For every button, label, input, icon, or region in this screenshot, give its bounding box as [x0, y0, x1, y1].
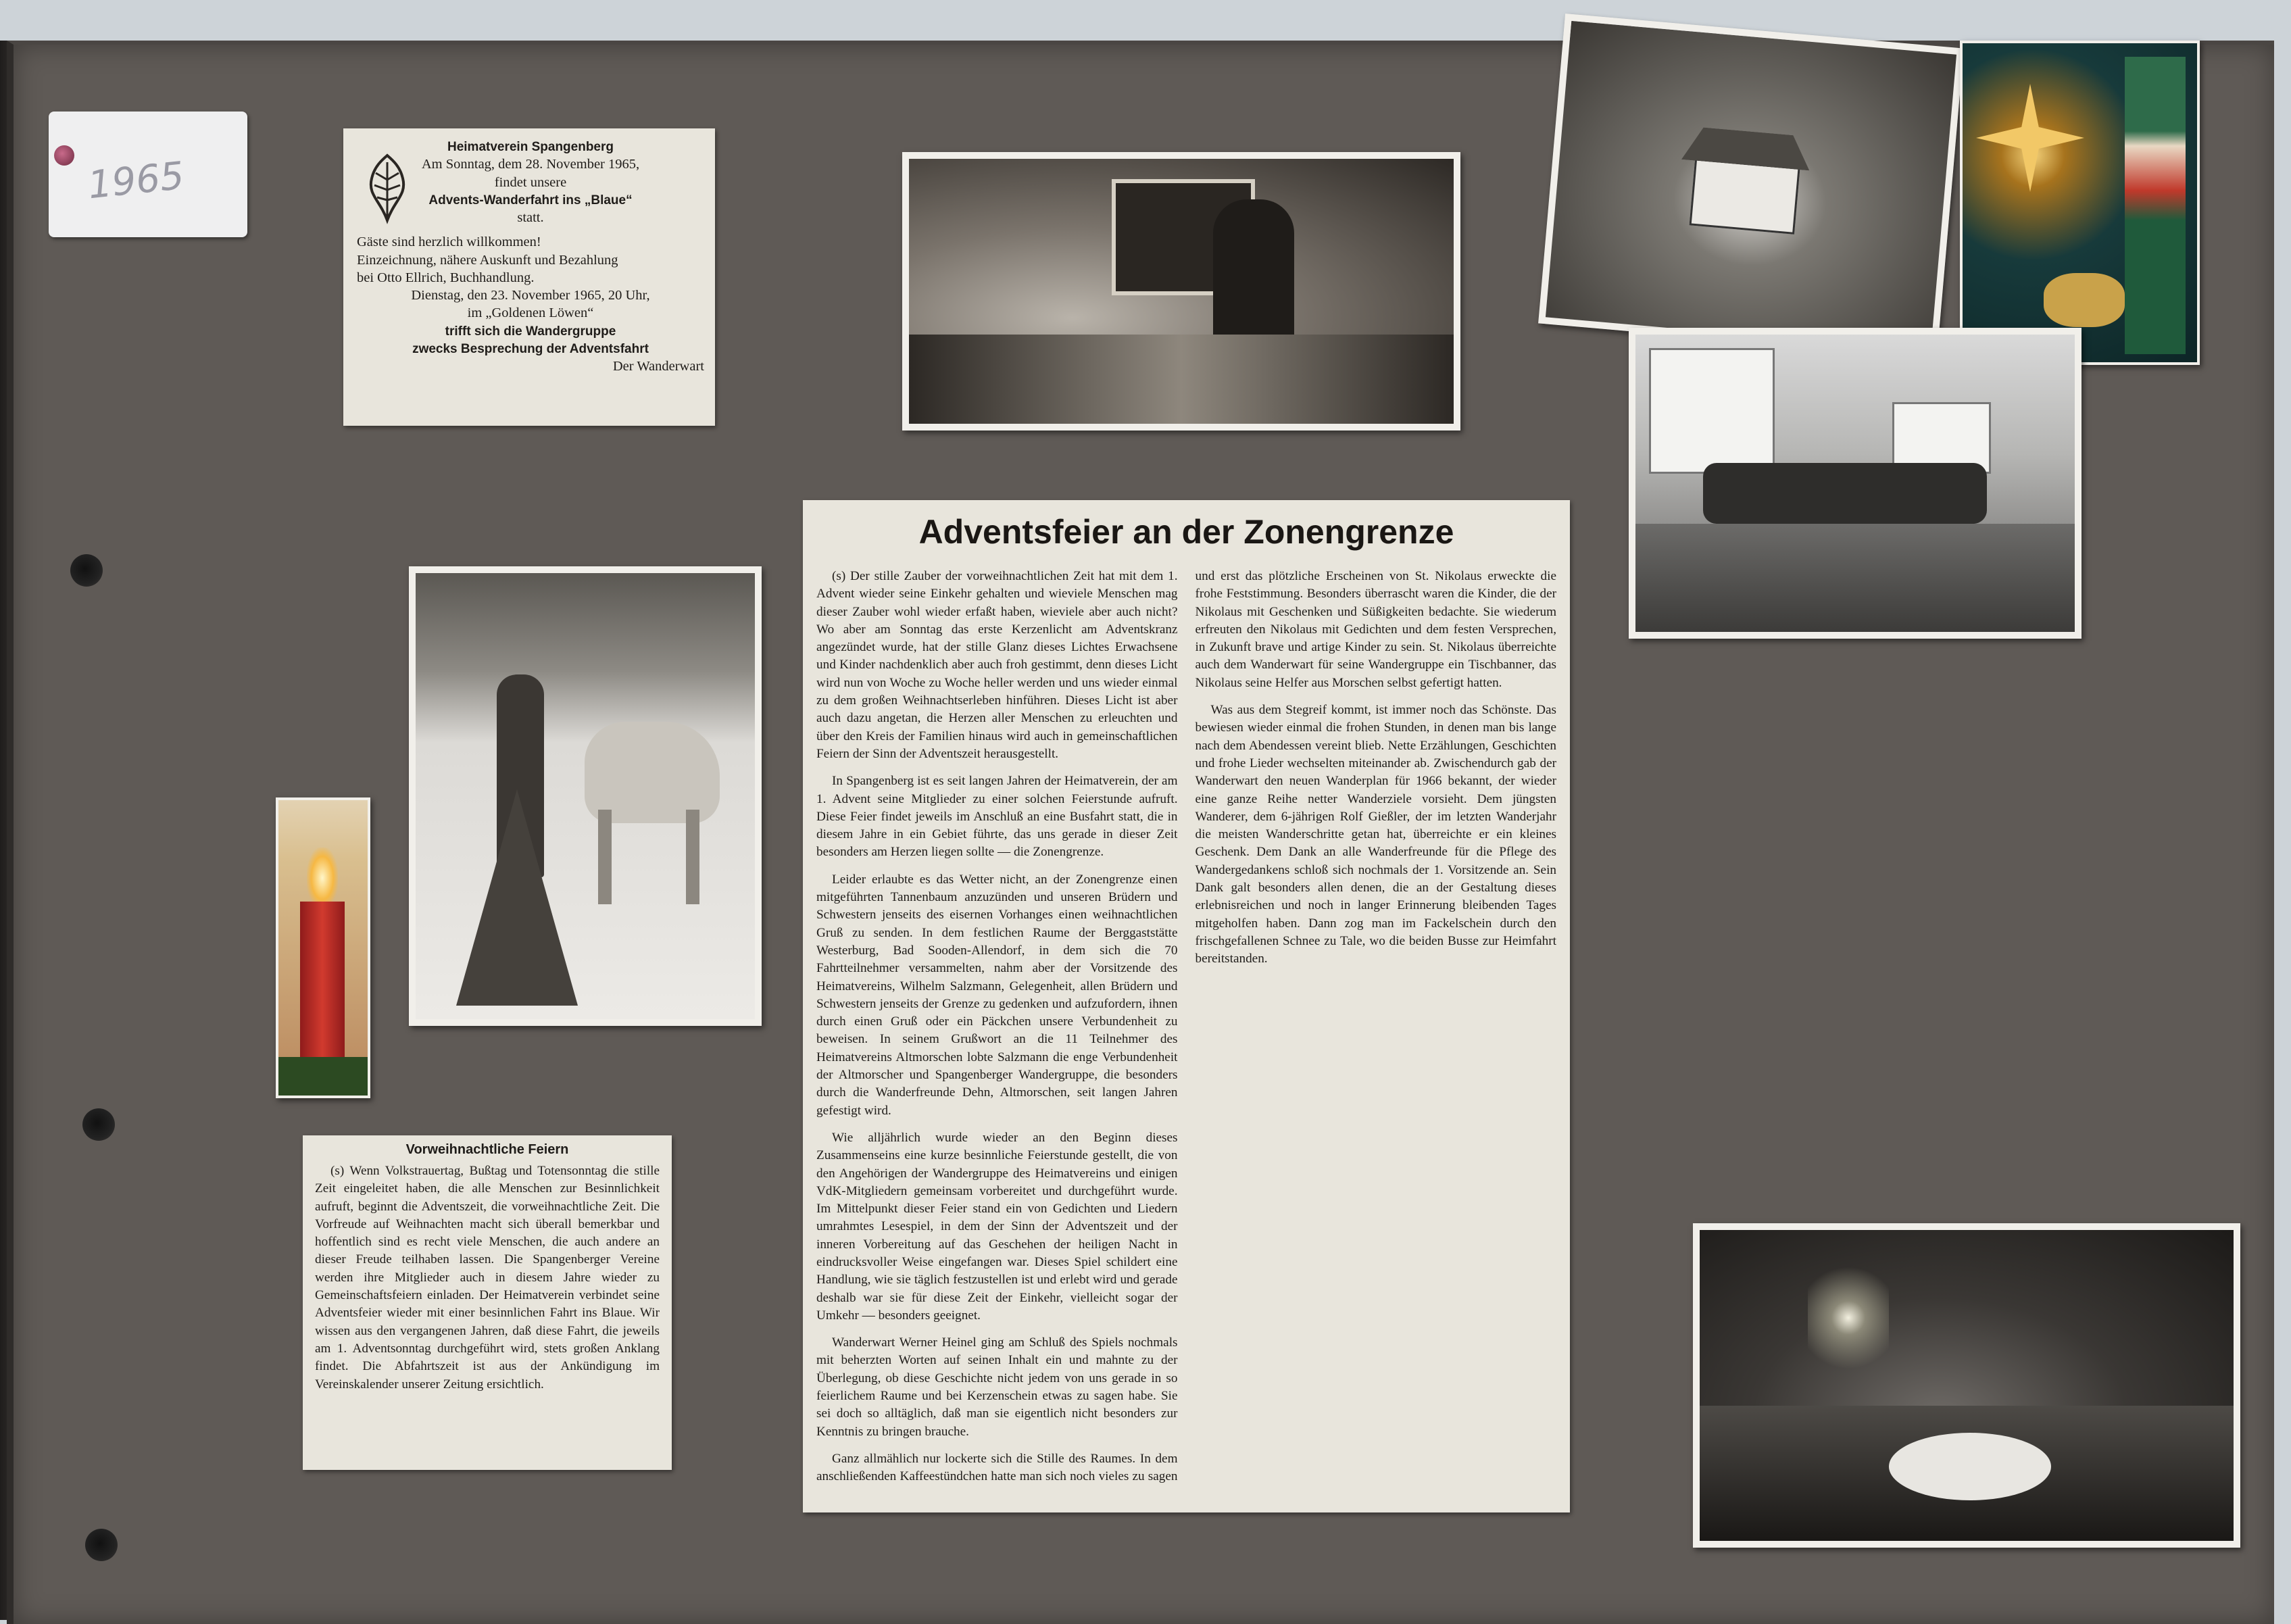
group-walk-photo — [1629, 328, 2081, 639]
notice-registration: bei Otto Ellrich, Buchhandlung. — [357, 270, 535, 285]
notice-guests: Gäste sind herzlich willkommen! — [357, 235, 541, 250]
pin-icon — [54, 145, 74, 166]
star-ornament-photo — [1960, 41, 2200, 365]
notice-meeting: im „Goldenen Löwen“ — [467, 305, 594, 321]
candle-photo — [276, 797, 370, 1098]
article-paragraph: Wie alljährlich wurde wieder an den Beginn dieses Zusammenseins eine kurze besinnliche Feierstunde gestellt, die von den Angehörigen der Wandergruppe des Heimatvereins und einigen VdK-Mitgliedern gemeinsam vorbereitet und durchgeführt wurde. Im Mittelpunkt dieser Feier stand ein von Gedichten und Liedern umrahmtes Lesespiel, in dem der Sinn der Adventszeit und der inneren Vorbereitung auf das Geschehen der heiligen Nacht in eindrucksvoller Weise eingefangen war. Dieses Spiel schildert eine Handlung, wie sie täglich festzustellen ist und erlebt wird und gerade deshalb war sie für diese Zeit der Einkehr, vielleicht sogar der Umkehr — besonders geeignet. — [816, 1130, 1178, 1323]
horse-photo — [409, 566, 762, 1026]
notice-line: statt. — [517, 210, 544, 226]
binder-hole — [82, 1108, 115, 1141]
notice-line: Am Sonntag, dem 28. November 1965, — [421, 157, 640, 172]
binder-hole — [70, 554, 103, 587]
article-paragraph: Wanderwart Werner Heinel ging am Schluß des Spiels nochmals mit beherzten Worten auf seinen Inhalt ein und mahnte zu der Überlegung, ob diese Geschichte nicht jedem von uns gerade in so feierlichem Raume und bei Kerzenschein etwas zu sagen habe. Sie sei doch so alltäglich, daß man sie eigentlich nicht besonders zur Kenntnis zu bringen brauche. — [816, 1335, 1178, 1439]
vorweihnacht-paragraph: (s) Wenn Volkstrauertag, Bußtag und Totensonntag die stille Zeit eingeleitet haben, die alle Menschen zur Besinnlichkeit aufruft, beginnt die Adventszeit, die vorweihnachtliche Zeit. Die Vorfreude auf Weihnachten macht sich überall bemerkbar und hoffentlich sind es recht viele Menschen, die auch andere an dieser Freude teilhaben lassen. Die Spangenberger Vereine werden ihre Mitglieder auch in diesem Jahre wieder zu Gemeinschaftsfeiern einladen. Der Heimatverein verbindet seine Adventsfeier wieder mit einer besinnlichen Fahrt ins Blaue. Wir wissen aus den vergangenen Jahren, daß diese Fahrt, die jeweils am 1. Adventsonntag durchgeführt wird, stets großen Anklang findet. Die Abfahrtszeit ist aus der Ankündigung im Vereinskalender unserer Zeitung ersichtlich. — [315, 1164, 660, 1392]
article-paragraph: (s) Der stille Zauber der vorweihnachtlichen Zeit hat mit dem 1. Advent wieder seine Einkehr gehalten und wieviele Menschen mag dieser Zauber wohl wieder erfaßt haben, wieviele aber auch nicht? Wo aber am Sonntag das erste Kerzenlicht am Adventskranz angezündet wurde, hat der stille Glanz dieses Lichtes Erwachsene und Kinder nachdenklich aber auch froh gestimmt, denn dieses Licht wird nun von Woche zu Woche heller werden und uns wieder einmal zu dem großen Weihnachtserleben hinführen. Dieses Licht ist aber auch dazu angetan, die Herzen aller Menschen zu erleuchten und über den Kreis der Familien hinaus wird auch in gemeinschaftlichen Feiern der Sinn der Adventszeit herausgestellt. — [816, 569, 1178, 761]
article-paragraph: Leider erlaubte es das Wetter nicht, an der Zonengrenze einen mitgeführten Tannenbaum anzuzünden und unseren Brüdern und Schwestern jenseits des eisernen Vorhanges einen weihnachtlichen Gruß zu senden. In dem festlichen Raume der Berggaststätte Westerburg, Bad Sooden-Allendorf, in dem sich die 70 Fahrtteilnehmer versammelten, nahm aber der Vorsitzende des Heimatvereins, Wilhelm Salzmann, Gelegenheit, allen Brüdern und Schwestern jenseits der Grenze zu gedenken und aufzufordern, ihnen durch einen Gruß oder ein Päckchen unsere Verbundenheit zu beweisen. In seinem Grußwort an die 11 Teilnehmer des Heimatvereins Altmorschen lobte Salzmann die enge Verbundenheit der Altmorscher und Spangenberger Wandergruppe, die besonders durch die Wanderfreunde Dehn, Altmorschen, seit langen Jahren gefestigt wird. — [816, 872, 1178, 1118]
notice-meeting: zwecks Besprechung der Adventsfahrt — [412, 341, 649, 356]
notice-signature: Der Wanderwart — [612, 359, 704, 374]
article-paragraph: In Spangenberg ist es seit langen Jahren der Heimatverein, der am 1. Advent seine Mitglieder zu einer solchen Feierstunde aufruft. Diese Feier findet jeweils im Anschluß an eine Busfahrt statt, die in diesem Jahre in ein Gebiet führte, das uns gerade in dieser Zeit besonders am Herzen liegen sollte — die Zonengrenze. — [816, 774, 1178, 860]
notice-event: Advents-Wanderfahrt ins „Blaue“ — [428, 193, 633, 207]
party-photo — [1693, 1223, 2240, 1548]
vorweihnacht-title: Vorweihnachtliche Feiern — [405, 1142, 569, 1157]
notice-clipping — [343, 128, 715, 426]
article-headline: Adventsfeier an der Zonengrenze — [918, 513, 1454, 551]
notice-registration: Einzeichnung, nähere Auskunft und Bezahlung — [357, 252, 618, 268]
notice-meeting: trifft sich die Wandergruppe — [445, 324, 616, 339]
vorweihnacht-body — [315, 1162, 660, 1394]
aerial-photo — [1538, 14, 1964, 358]
year-label: 1965 — [85, 153, 187, 208]
vorweihnacht-clipping — [303, 1135, 672, 1470]
article-clipping — [803, 500, 1570, 1512]
notice-org: Heimatverein Spangenberg — [447, 140, 614, 154]
notice-meeting: Dienstag, den 23. November 1965, 20 Uhr, — [411, 288, 650, 303]
binder-hole — [85, 1529, 118, 1561]
notice-line: findet unsere — [494, 174, 567, 190]
year-label-card — [49, 112, 247, 237]
dinner-photo — [902, 152, 1460, 430]
article-paragraph: Was aus dem Stegreif kommt, ist immer noch das Schönste. Das bewiesen wieder einmal die frohen Stunden, in denen man bis lange nach dem Abendessen vereint blieb. Nette Erzählungen, Geschichten und frohe Lieder wechselten miteinander ab. Zwischendurch gab der Wanderwart den neuen Wanderplan für 1966 bekannt, der wieder eine ganze Reihe netter Wanderziele vorsieht. Dem jüngsten Wanderer, dem 6-jährigen Rolf Gießler, der im letzten Wanderjahr die meisten Wanderschritte getan hat, überreichte er ein kleines Geschenk. Dem Dank an alle Wanderfreunde für die Pflege des Wandergedankens schloß sich nochmals der 1. Vorsitzende an. Sein Dank galt besonders allen denen, die an der Gestaltung dieses erlebnisreichen und noch in langer Erinnerung bleibenden Tages mitgeholfen haben. Dann zog man im Fackelschein durch den frischgefallenen Schnee zu Tale, wo die beiden Busse zur Heimfahrt bereitstanden. — [1195, 703, 1556, 966]
article-body — [816, 568, 1556, 1500]
article-paragraph: Ganz allmählich nur lockerte sich die Stille des Raumes. In dem anschließenden Kaffeestündchen hatte man sich noch vieles zu sagen und erst das plötzliche Erscheinen von St. Nikolaus erweckte die frohe Feststimmung. Besonders überrascht waren die Kinder, die der Nikolaus mit Geschenken und Süßigkeiten bedachte. Sie wiederum erfreuten den Nikolaus mit Gedichten und dem festen Versprechen, in Zukunft brave und artige Kinder zu sein. St. Nikolaus überreichte auch dem Wanderwart für seine Wandergruppe ein Tischbanner, das Nikolaus seine Helfer aus Morschen selbst gefertigt hatten. — [816, 569, 1556, 1484]
